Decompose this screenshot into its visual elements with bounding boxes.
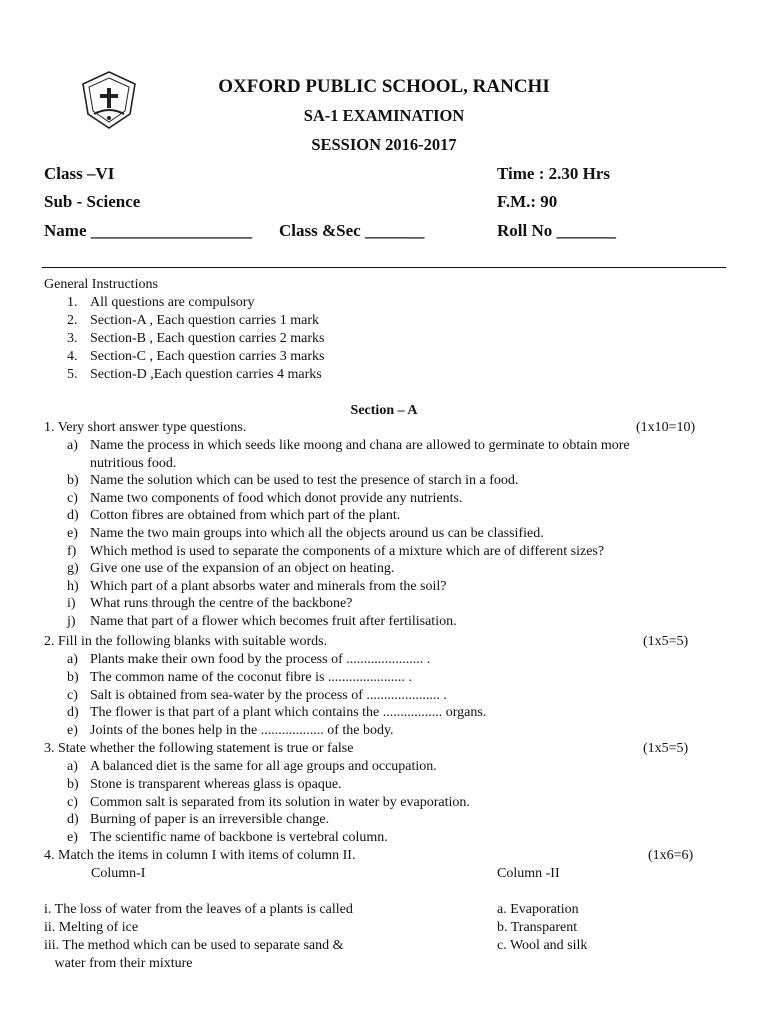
- q1-text: 1. Very short answer type questions.: [44, 420, 247, 435]
- q2-text: 2. Fill in the following blanks with suitable words.: [44, 634, 328, 649]
- q4-marks: (1x6=6): [648, 848, 694, 863]
- q4-text: 4. Match the items in column I with items of column II.: [44, 848, 356, 863]
- q2-item: The common name of the coconut fibre is ...................... .: [90, 669, 412, 685]
- instruction-item: Section-B , Each question carries 2 marks: [90, 331, 325, 346]
- instruction-item: Section-D ,Each question carries 4 marks: [90, 367, 322, 382]
- q3-item: Common salt is separated from its solution in water by evaporation.: [90, 794, 470, 810]
- instruction-item: Section-A , Each question carries 1 mark: [90, 313, 319, 328]
- q2-item: Plants make their own food by the process of ...................... .: [90, 652, 431, 667]
- exam-title: SA-1 EXAMINATION: [303, 106, 465, 125]
- column-1-header: Column-I: [91, 866, 146, 881]
- q1-item-letter: e): [67, 526, 78, 541]
- q1-item-letter: h): [67, 578, 79, 594]
- class-label: Class –VI: [44, 164, 115, 183]
- q2-item-letter: d): [67, 705, 79, 721]
- column-1-item: water from their mixture: [44, 956, 193, 971]
- subject-label: Sub - Science: [44, 192, 141, 211]
- q3-item-letter: a): [67, 759, 78, 774]
- q3-item: Stone is transparent whereas glass is opaque.: [90, 776, 342, 792]
- q1-item: Cotton fibres are obtained from which part of the plant.: [90, 508, 401, 524]
- q2-item-letter: e): [67, 723, 78, 739]
- q1-item: Which method is used to separate the components of a mixture which are of different sizes?: [90, 543, 605, 559]
- instruction-number: 4.: [67, 349, 78, 364]
- q2-item: Joints of the bones help in the .................. of the body.: [90, 723, 394, 739]
- instruction-item: Section-C , Each question carries 3 marks: [90, 349, 325, 364]
- q1-item: Name that part of a flower which becomes fruit after fertilisation.: [90, 614, 457, 629]
- q1-marks: (1x10=10): [636, 420, 696, 435]
- q3-item-letter: e): [67, 830, 78, 846]
- q1-item-letter: g): [67, 561, 79, 577]
- q1-item-letter: j): [67, 614, 76, 629]
- q1-item: nutritious food.: [90, 455, 177, 471]
- q3-item-letter: c): [67, 794, 78, 810]
- q3-item: A balanced diet is the same for all age groups and occupation.: [90, 759, 437, 774]
- q1-item-letter: c): [67, 490, 78, 506]
- full-marks-label: F.M.: 90: [497, 192, 558, 211]
- instruction-number: 1.: [67, 295, 78, 310]
- q2-marks: (1x5=5): [643, 634, 689, 649]
- column-1-item: iii. The method which can be used to separate sand &: [44, 938, 344, 953]
- q1-item: Name the solution which can be used to test the presence of starch in a food.: [90, 473, 519, 489]
- column-2-item: a. Evaporation: [497, 902, 579, 917]
- instruction-number: 5.: [67, 367, 78, 382]
- header-divider: [42, 267, 726, 268]
- session-title: SESSION 2016-2017: [311, 135, 457, 154]
- q1-item: Which part of a plant absorbs water and minerals from the soil?: [90, 578, 447, 594]
- q3-item: The scientific name of backbone is vertebral column.: [90, 830, 388, 846]
- q2-item-letter: c): [67, 687, 78, 703]
- q1-item: Name the process in which seeds like moong and chana are allowed to germinate to obtain more: [90, 438, 630, 453]
- q3-item-letter: d): [67, 812, 79, 828]
- school-name: OXFORD PUBLIC SCHOOL, RANCHI: [218, 76, 550, 97]
- class-sec-field: Class &Sec _______: [279, 221, 425, 240]
- instruction-number: 3.: [67, 331, 78, 346]
- column-1-item: i. The loss of water from the leaves of a plants is called: [44, 902, 353, 917]
- q3-item-letter: b): [67, 776, 79, 792]
- q2-item: Salt is obtained from sea-water by the process of ..................... .: [90, 687, 447, 703]
- instructions-title: General Instructions: [44, 277, 158, 292]
- q1-item: Give one use of the expansion of an object on heating.: [90, 561, 395, 577]
- column-2-header: Column -II: [497, 866, 560, 881]
- instruction-number: 2.: [67, 313, 78, 328]
- q1-item-letter: d): [67, 508, 79, 524]
- q1-item: Name two components of food which donot provide any nutrients.: [90, 490, 463, 506]
- q3-marks: (1x5=5): [643, 741, 689, 756]
- q3-item: Burning of paper is an irreversible change.: [90, 812, 330, 828]
- q1-item-letter: a): [67, 438, 78, 453]
- q1-item-letter: f): [67, 543, 77, 559]
- column-1-item: ii. Melting of ice: [44, 920, 139, 935]
- q2-item-letter: a): [67, 652, 78, 667]
- time-label: Time : 2.30 Hrs: [497, 164, 611, 183]
- q2-item-letter: b): [67, 669, 79, 685]
- q2-item: The flower is that part of a plant which contains the ................. organs.: [90, 705, 487, 721]
- roll-no-field: Roll No _______: [497, 221, 616, 240]
- column-2-item: b. Transparent: [497, 920, 578, 935]
- q1-item: Name the two main groups into which all the objects around us can be classified.: [90, 526, 544, 541]
- q1-item-letter: b): [67, 473, 79, 489]
- name-field: Name ___________________: [44, 221, 253, 240]
- q1-item-letter: i): [67, 596, 76, 612]
- instruction-item: All questions are compulsory: [90, 295, 255, 310]
- section-a-title: Section – A: [350, 403, 418, 418]
- q3-text: 3. State whether the following statement is true or false: [44, 741, 354, 756]
- q1-item: What runs through the centre of the backbone?: [90, 596, 353, 612]
- column-2-item: c. Wool and silk: [497, 938, 588, 953]
